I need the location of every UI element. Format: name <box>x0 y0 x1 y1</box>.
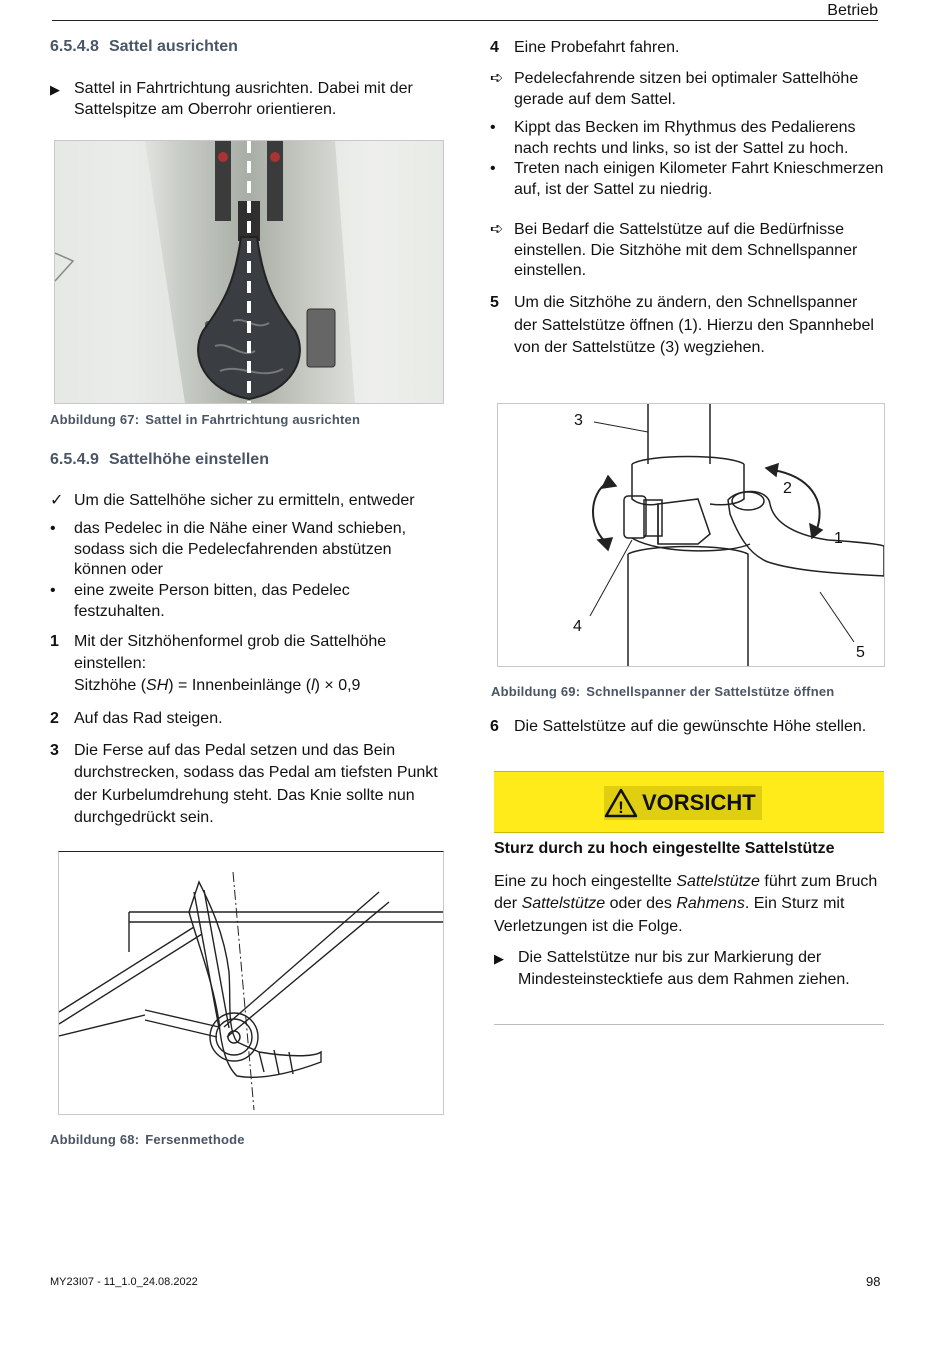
bullet-text: eine zweite Person bitten, das Pedelec festzuhalten. <box>74 582 350 620</box>
bullet-item-saddle-too-high <box>490 118 890 159</box>
warning-signal-word <box>604 786 762 820</box>
saddle-top-view-illustration <box>55 141 443 403</box>
bullet-icon: • <box>50 582 56 599</box>
step-4 <box>490 37 890 58</box>
result-text: Pedelecfahrende sitzen bei optimaler Sattelhöhe gerade auf dem Sattel. <box>514 70 859 108</box>
callout-1: 1 <box>834 530 843 547</box>
heading-6-5-4-9 <box>50 451 269 469</box>
result-adjust-seatpost <box>490 220 890 282</box>
callout-2: 2 <box>783 480 792 497</box>
figure-title: Schnellspanner der Sattelstütze öffnen <box>586 684 835 699</box>
bullet-icon: • <box>490 160 496 177</box>
precondition-item <box>50 490 450 511</box>
result-arrow-icon: ➪ <box>490 70 504 87</box>
figure-title: Fersenmethode <box>145 1132 245 1147</box>
bullet-icon: • <box>490 119 496 136</box>
svg-text:!: ! <box>618 798 624 817</box>
figure-67-saddle-photo <box>54 140 444 404</box>
figure-label: Abbildung 68: <box>50 1132 140 1147</box>
bullet-text: das Pedelec in die Nähe einer Wand schieben, sodass sich die Pedelecfahrenden abstützen können oder <box>74 520 407 578</box>
heading-title: Sattelhöhe einstellen <box>108 451 269 468</box>
step-number: 4 <box>490 39 499 56</box>
footer-document-id: MY23I07 - 11_1.0_24.08.2022 <box>50 1276 198 1288</box>
step-number: 3 <box>50 742 59 759</box>
quick-release-illustration <box>498 404 884 666</box>
step-6 <box>490 716 880 739</box>
step-text: Eine Probefahrt fahren. <box>514 39 680 56</box>
step-text: Die Ferse auf das Pedal setzen und das Bein durchstrecken, sodass das Pedal am tiefsten Punkt der Kurbelumdrehung steht. Das Knie sollte nun durchgedrückt sein. <box>74 742 438 826</box>
instruction-align-saddle <box>50 78 450 120</box>
step-1 <box>50 631 450 697</box>
bullet-text: Treten nach einigen Kilometer Fahrt Knieschmerzen auf, ist der Sattel zu niedrig. <box>514 160 884 198</box>
warning-triangle-icon <box>604 788 638 818</box>
header-rule <box>52 20 878 21</box>
step-content <box>74 631 450 697</box>
heading-number: 6.5.4.9 <box>50 451 99 468</box>
step-text: Um die Sitzhöhe zu ändern, den Schnellspanner der Sattelstütze öffnen (1). Hierzu den Spannhebel von der Sattelstütze (3) wegziehen. <box>514 294 874 356</box>
bullet-item-saddle-too-low <box>490 159 890 200</box>
warning-bottom-rule <box>494 1024 884 1025</box>
figure-label: Abbildung 69: <box>491 684 581 699</box>
figure-69-caption <box>491 684 834 699</box>
heel-method-illustration <box>59 852 443 1114</box>
step-number: 2 <box>50 710 59 727</box>
warning-action-text: Die Sattelstütze nur bis zur Markierung der Mindesteinstecktiefe aus dem Rahmen ziehen. <box>518 949 850 989</box>
callout-5: 5 <box>856 644 865 661</box>
step-5 <box>490 292 880 360</box>
instruction-text: Sattel in Fahrtrichtung ausrichten. Dabei mit der Sattelspitze am Oberrohr orientieren. <box>74 80 413 118</box>
figure-68-heel-method-drawing <box>58 851 444 1115</box>
step-3 <box>50 740 450 829</box>
figure-title: Sattel in Fahrtrichtung ausrichten <box>145 412 361 427</box>
result-optimal-height <box>490 69 890 110</box>
result-arrow-icon: ➪ <box>490 221 504 238</box>
heading-title: Sattel ausrichten <box>108 38 238 55</box>
instruction-triangle-icon: ▶ <box>494 951 504 966</box>
warning-consequence: Eine zu hoch eingestellte Sattelstütze führt zum Bruch der Sattelstütze oder des Rahmens. Ein Sturz mit Verletzungen ist die Folge. <box>494 873 878 935</box>
instruction-triangle-icon: ▶ <box>50 82 60 97</box>
page-number: 98 <box>866 1274 881 1289</box>
result-text: Bei Bedarf die Sattelstütze auf die Bedürfnisse einstellen. Die Sitzhöhe mit dem Schnellspanner einstellen. <box>514 221 858 279</box>
step-number: 5 <box>490 294 499 311</box>
step-text: Auf das Rad steigen. <box>74 710 223 727</box>
checkmark-icon: ✓ <box>50 492 64 509</box>
figure-68-caption <box>50 1132 245 1147</box>
sitzhoehe-formula: Sitzhöhe (SH) = Innenbeinlänge (l) × 0,9 <box>74 677 361 694</box>
warning-banner <box>494 771 884 833</box>
step-2 <box>50 708 450 729</box>
figure-label: Abbildung 67: <box>50 412 140 427</box>
step-text: Die Sattelstütze auf die gewünschte Höhe stellen. <box>514 718 867 735</box>
heading-6-5-4-8 <box>50 38 238 56</box>
header-section-title: Betrieb <box>827 2 878 19</box>
callout-4: 4 <box>573 618 582 635</box>
step-text: Mit der Sitzhöhenformel grob die Sattelhöhe einstellen: <box>74 633 387 672</box>
step-number: 1 <box>50 633 59 650</box>
bullet-text: Kippt das Becken im Rhythmus des Pedalierens nach rechts und links, so ist der Sattel zu hoch. <box>514 119 856 157</box>
heading-number: 6.5.4.8 <box>50 38 99 55</box>
bullet-icon: • <box>50 520 56 537</box>
bullet-item-wall <box>50 519 440 581</box>
figure-67-caption <box>50 412 360 427</box>
precondition-text: Um die Sattelhöhe sicher zu ermitteln, entweder <box>74 492 415 509</box>
step-number: 6 <box>490 718 499 735</box>
warning-word: VORSICHT <box>642 790 756 815</box>
warning-action <box>494 947 884 992</box>
warning-title: Sturz durch zu hoch eingestellte Sattelstütze <box>494 840 835 857</box>
callout-3: 3 <box>574 412 583 429</box>
bullet-item-second-person <box>50 581 440 622</box>
figure-69-quick-release-drawing <box>497 403 885 667</box>
